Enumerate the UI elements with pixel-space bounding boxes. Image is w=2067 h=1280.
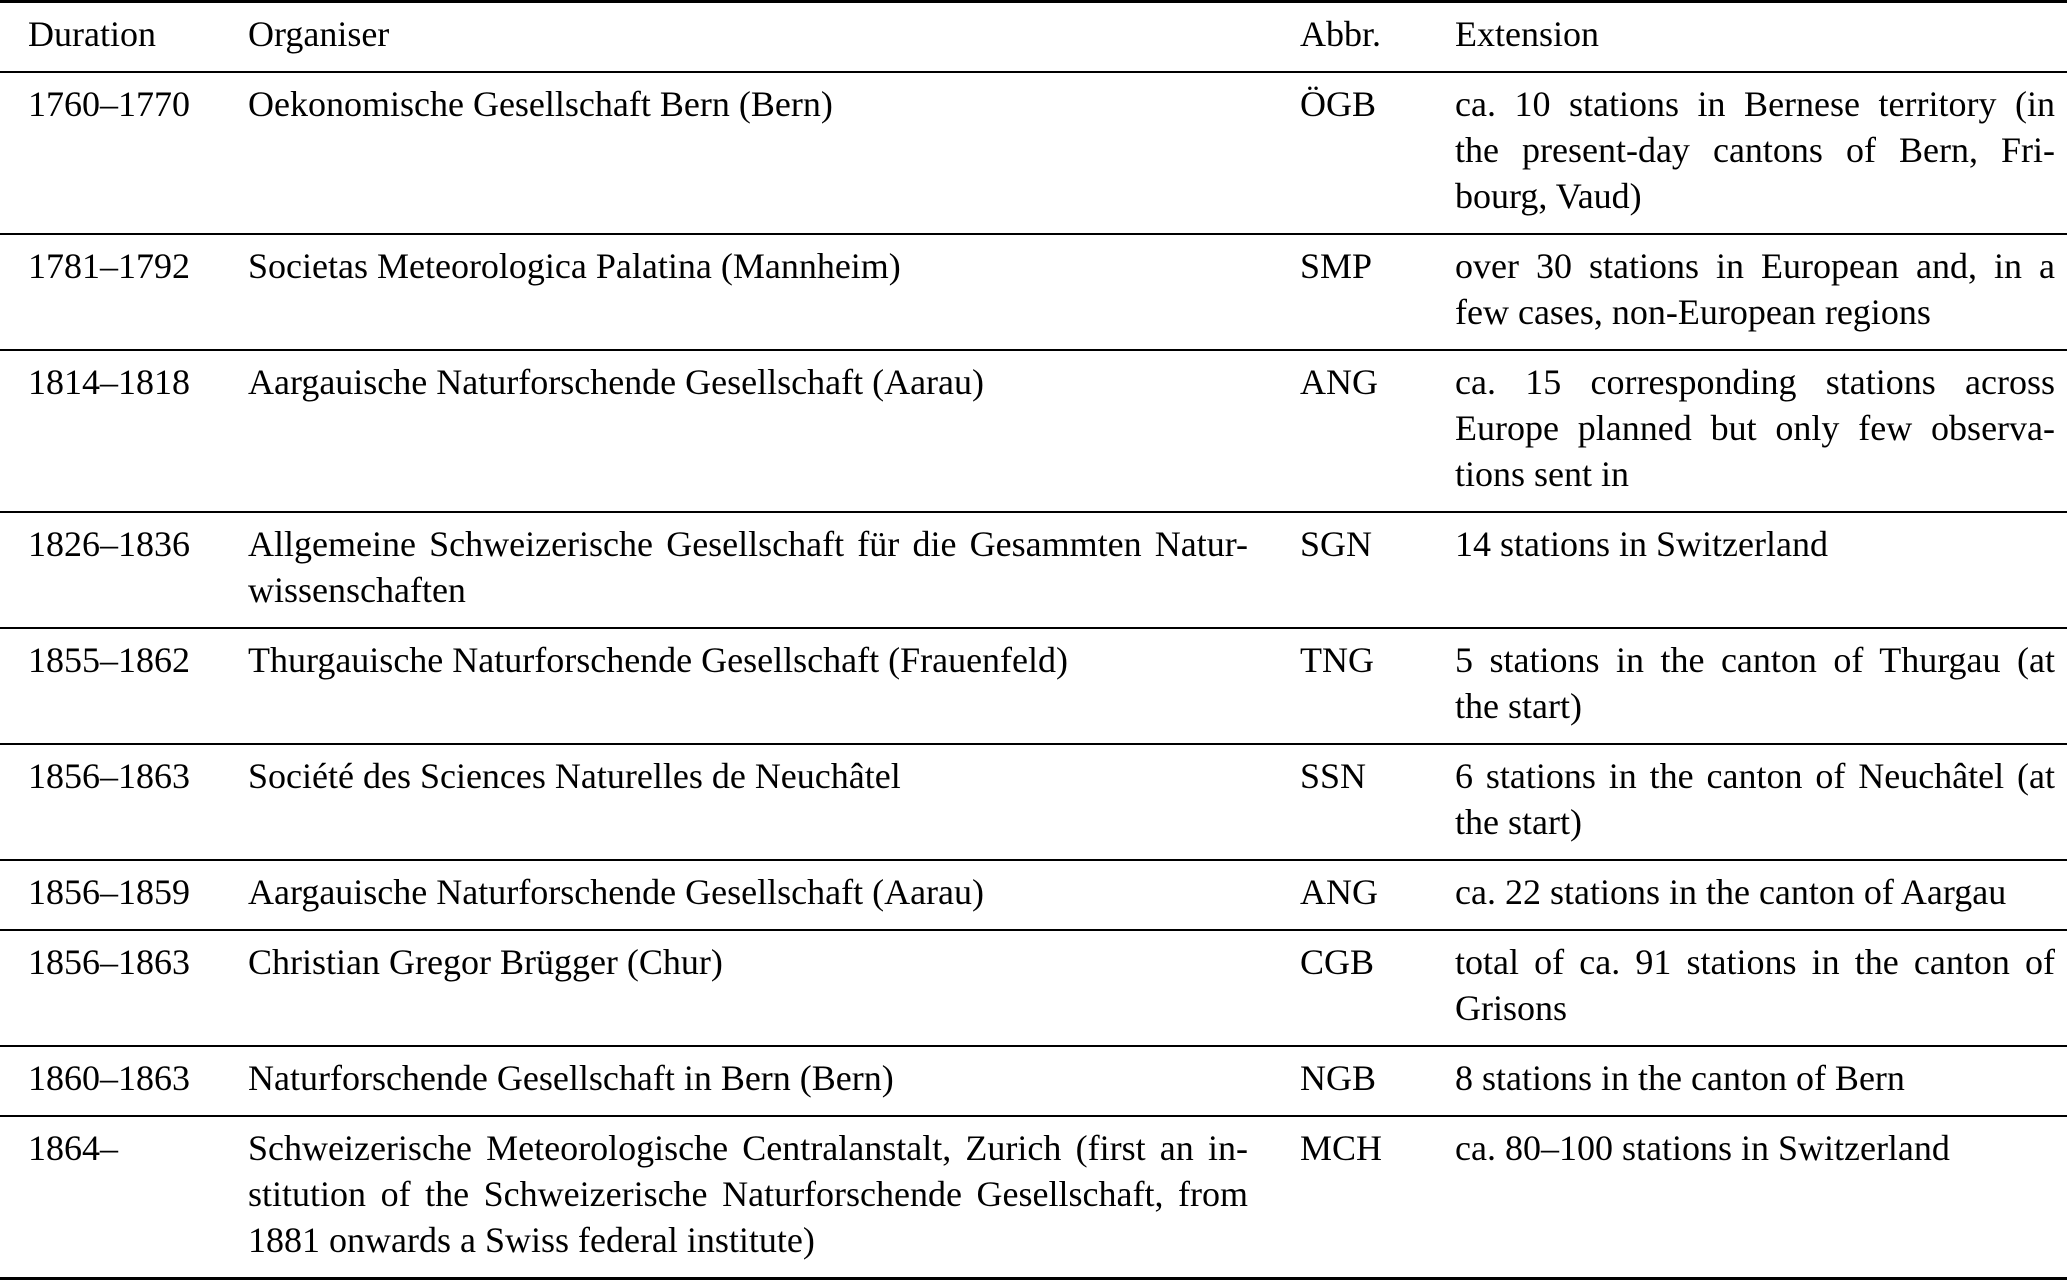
cell-text-line: few cases, non-European regions (1455, 292, 1931, 332)
duration-cell: 1760–1770 (28, 84, 190, 124)
organiser-cell (248, 1116, 1300, 1279)
extension-cell (1455, 350, 2067, 512)
organiser-cell (248, 512, 1300, 628)
cell-text-line: ca. 80–100 stations in Switzerland (1455, 1128, 1950, 1168)
abbr-cell: SSN (1300, 756, 1367, 796)
cell-text-line: Grisons (1455, 988, 1568, 1028)
col-header-organiser: Organiser (248, 14, 390, 54)
cell-text-line: Aargauische Naturforschende Gesellschaft (Aarau) (248, 872, 984, 912)
col-header-extension: Extension (1455, 14, 1599, 54)
cell-text-line: ca. 22 stations in the canton of Aargau (1455, 872, 2007, 912)
table-row (0, 744, 2067, 860)
abbr-cell: ANG (1300, 362, 1378, 402)
cell-text-line: Societas Meteorologica Palatina (Mannheim) (248, 246, 901, 286)
cell-text-line: Europe planned but only few observa- (1455, 408, 2055, 448)
organiser-cell (248, 72, 1300, 234)
cell-text-line: Schweizerische Meteorologische Centralanstalt, Zurich (first an in- (248, 1128, 1248, 1168)
cell-text-line: ca. 10 stations in Bernese territory (in (1455, 84, 2055, 124)
abbr-cell: TNG (1300, 640, 1374, 680)
cell-text-line: the start) (1455, 686, 1582, 726)
extension-cell (1455, 72, 2067, 234)
extension-cell (1455, 930, 2067, 1046)
abbr-cell: NGB (1300, 1058, 1377, 1098)
cell-text-line: tions sent in (1455, 454, 1630, 494)
col-header-abbr: Abbr. (1300, 14, 1381, 54)
organiser-cell (248, 628, 1300, 744)
duration-cell: 1856–1863 (28, 756, 190, 796)
cell-text-line: wissenschaften (248, 570, 466, 610)
cell-text-line: ca. 15 corresponding stations across (1455, 362, 2055, 402)
duration-cell: 1864– (28, 1128, 118, 1168)
cell-text-line: Société des Sciences Naturelles de Neuchâtel (248, 756, 901, 796)
table-row (0, 512, 2067, 628)
cell-text-line: the present-day cantons of Bern, Fri- (1455, 130, 2055, 170)
extension-cell (1455, 744, 2067, 860)
cell-text-line: Oekonomische Gesellschaft Bern (Bern) (248, 84, 833, 124)
duration-cell: 1826–1836 (28, 524, 190, 564)
organiser-cell (248, 350, 1300, 512)
table-row (0, 930, 2067, 1046)
abbr-cell: SMP (1300, 246, 1373, 286)
cell-text-line: bourg, Vaud) (1455, 176, 1642, 216)
extension-cell (1455, 1046, 2067, 1116)
table-row (0, 860, 2067, 930)
duration-cell: 1856–1863 (28, 942, 190, 982)
cell-text-line: Allgemeine Schweizerische Gesellschaft für die Gesammten Natur- (248, 524, 1248, 564)
table-row (0, 72, 2067, 234)
cell-text-line: 5 stations in the canton of Thurgau (at (1455, 640, 2055, 680)
col-header-duration: Duration (28, 14, 156, 54)
cell-text-line: 14 stations in Switzerland (1455, 524, 1828, 564)
organiser-cell (248, 744, 1300, 860)
extension-cell (1455, 512, 2067, 628)
cell-text-line: Thurgauische Naturforschende Gesellschaft (Frauenfeld) (248, 640, 1069, 680)
table-row (0, 350, 2067, 512)
cell-text-line: 8 stations in the canton of Bern (1455, 1058, 1905, 1098)
abbr-cell: ÖGB (1300, 84, 1377, 124)
abbr-cell: ANG (1300, 872, 1378, 912)
organiser-cell (248, 930, 1300, 1046)
table-row (0, 1046, 2067, 1116)
cell-text-line: over 30 stations in European and, in a (1455, 246, 2055, 286)
duration-cell: 1814–1818 (28, 362, 190, 402)
cell-text-line: 1881 onwards a Swiss federal institute) (248, 1220, 815, 1260)
cell-text-line: Christian Gregor Brügger (Chur) (248, 942, 723, 982)
extension-cell (1455, 628, 2067, 744)
extension-cell (1455, 234, 2067, 350)
abbr-cell: MCH (1300, 1128, 1383, 1168)
cell-text-line: Aargauische Naturforschende Gesellschaft (Aarau) (248, 362, 984, 402)
cell-text-line: 6 stations in the canton of Neuchâtel (at (1455, 756, 2055, 796)
duration-cell: 1781–1792 (28, 246, 190, 286)
table-row (0, 234, 2067, 350)
cell-text-line: stitution of the Schweizerische Naturforschende Gesellschaft, from (248, 1174, 1248, 1214)
abbr-cell: SGN (1300, 524, 1373, 564)
organiser-cell (248, 1046, 1300, 1116)
duration-cell: 1860–1863 (28, 1058, 190, 1098)
header-row (0, 2, 2067, 73)
table-row (0, 1116, 2067, 1279)
abbr-cell: CGB (1300, 942, 1375, 982)
extension-cell (1455, 1116, 2067, 1279)
organiser-cell (248, 234, 1300, 350)
cell-text-line: Naturforschende Gesellschaft in Bern (Bern) (248, 1058, 894, 1098)
duration-cell: 1856–1859 (28, 872, 190, 912)
organiser-cell (248, 860, 1300, 930)
cell-text-line: total of ca. 91 stations in the canton of (1455, 942, 2055, 982)
extension-cell (1455, 860, 2067, 930)
duration-cell: 1855–1862 (28, 640, 190, 680)
table-row (0, 628, 2067, 744)
cell-text-line: the start) (1455, 802, 1582, 842)
